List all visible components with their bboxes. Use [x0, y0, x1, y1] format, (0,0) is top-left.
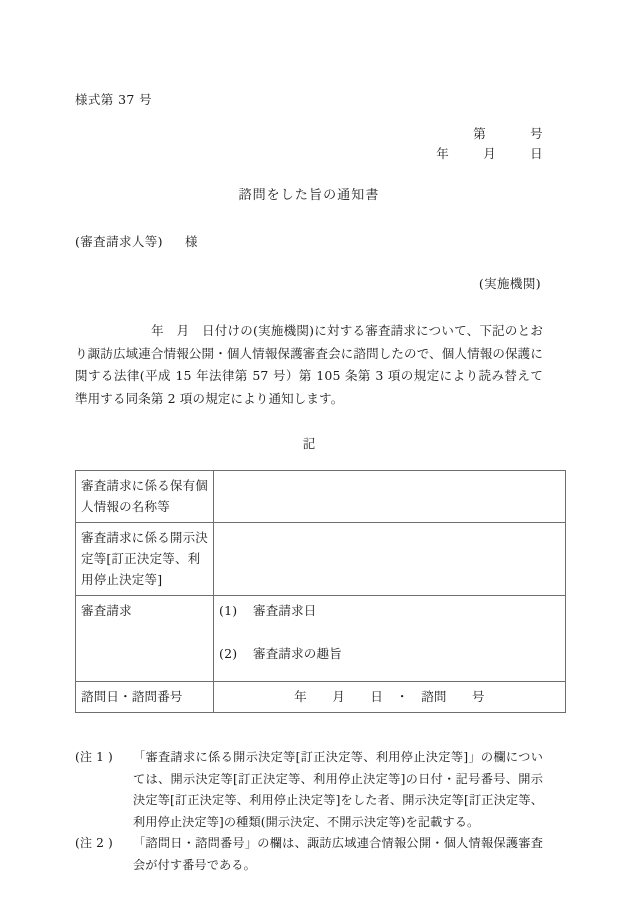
note-1-text: 「審査請求に係る開示決定等[訂正決定等、利用停止決定等]」の欄については、開示決定等[訂正決定等、利用停止決定等]の日付・記号番号、開示決定等[訂正決定等、利用停止決定等]をした者、開示決定等[訂正決定等、利用停止決定等]の種類(開示決定、不開示決定等)を記載する。 — [133, 750, 543, 829]
review-request-item-1-number: (1) — [219, 603, 238, 618]
row-label-disclosure-decision: 審査請求に係る開示決定等[訂正決定等、利用停止決定等] — [76, 523, 214, 596]
row-value-consultation-date-number[interactable]: 年 月 日 ・ 諮問 号 — [214, 682, 566, 713]
addressee-target: (審査請求人等) — [75, 234, 163, 249]
table-row — [76, 471, 566, 523]
document-number-line — [75, 124, 543, 144]
addressee-line — [75, 232, 543, 252]
page-title: 諮問をした旨の通知書 — [238, 188, 380, 203]
body-paragraph-text: 年 月 日付けの(実施機関)に対する審査請求について、下記のとおり諏訪広域連合情報公開・個人情報保護審査会に諮問したので、個人情報の保護に関する法律(平成 15 年法律第 57 号）第 105 条第 3 項の規定により読み替えて準用する同条第 2 項の規定により通知します。 — [75, 323, 543, 406]
date-day-label: 日 — [530, 146, 543, 161]
document-content — [75, 90, 543, 876]
number-prefix-label: 第 — [473, 126, 487, 141]
note-1-tag: (注 1 ) — [75, 750, 113, 764]
form-number: 様式第 37 号 — [75, 92, 153, 107]
row-label-holding-info-name: 審査請求に係る保有個人情報の名称等 — [76, 471, 214, 523]
body-paragraph — [75, 320, 543, 410]
document-date-line — [75, 144, 543, 164]
review-request-item-2 — [219, 643, 560, 664]
addressee-honorific: 様 — [184, 234, 198, 249]
note-2-text: 「諮問日・諮問番号」の欄は、諏訪広域連合情報公開・個人情報保護審査会が付す番号である。 — [133, 836, 543, 872]
form-table — [75, 470, 566, 713]
note-item — [75, 747, 543, 833]
review-request-item-1 — [219, 600, 560, 621]
row-label-review-request: 審査請求 — [76, 596, 214, 682]
notes-section — [75, 747, 543, 876]
row-value-review-request[interactable] — [214, 596, 566, 682]
row-value-disclosure-decision[interactable] — [214, 523, 566, 596]
table-row — [76, 523, 566, 596]
row-label-consultation-date-number: 諮問日・諮問番号 — [76, 682, 214, 713]
review-request-item-2-label: 審査請求の趣旨 — [253, 646, 342, 661]
row-value-holding-info-name[interactable] — [214, 471, 566, 523]
table-row — [76, 682, 566, 713]
number-suffix-label: 号 — [530, 126, 543, 141]
date-month-label: 月 — [483, 146, 497, 161]
review-request-item-2-number: (2) — [219, 646, 238, 661]
review-request-item-1-label: 審査請求日 — [253, 603, 317, 618]
ki-marker: 記 — [302, 436, 316, 451]
table-row — [76, 596, 566, 682]
note-2-tag: (注 2 ) — [75, 836, 113, 850]
document-meta — [75, 124, 543, 164]
note-item — [75, 833, 543, 876]
review-request-item-spacer — [219, 621, 560, 643]
date-year-label: 年 — [436, 146, 450, 161]
issuer-label: (実施機関) — [478, 276, 541, 291]
